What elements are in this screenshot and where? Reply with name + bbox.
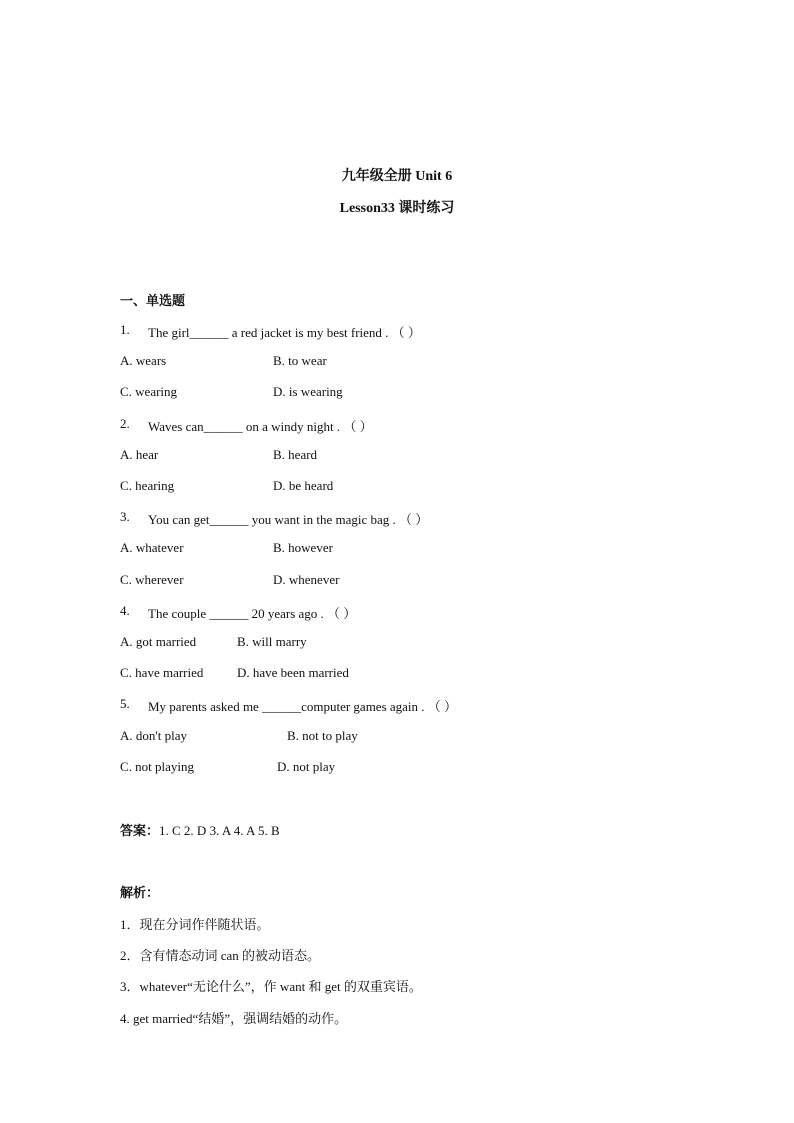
answer-line <box>120 820 280 839</box>
option-d: D. not play <box>277 759 336 774</box>
document-title: 九年级全册 Unit 6 <box>341 169 453 184</box>
section-heading: 一、单选题 <box>120 293 186 308</box>
question-number: 3. <box>120 509 130 524</box>
question-stem: The couple ______ 20 years ago . （ ） <box>148 606 357 621</box>
option-d: D. be heard <box>273 478 334 493</box>
option-b: B. not to play <box>287 728 358 743</box>
question-number: 1. <box>120 322 130 337</box>
option-c: C. have married <box>120 665 204 680</box>
option-b: B. heard <box>273 447 318 462</box>
question-stem: My parents asked me ______computer games again . （ ） <box>148 699 458 714</box>
question-stem: You can get______ you want in the magic bag . （ ） <box>148 512 429 527</box>
option-d: D. whenever <box>273 572 340 587</box>
question-number: 5. <box>120 696 130 711</box>
question-number: 2. <box>120 416 130 431</box>
option-a: A. hear <box>120 447 159 462</box>
question-number: 4. <box>120 603 130 618</box>
analysis-item: 1．现在分词作伴随状语。 <box>120 917 270 932</box>
option-d: D. have been married <box>237 665 349 680</box>
option-a: A. got married <box>120 634 197 649</box>
question-stem: The girl______ a red jacket is my best friend . （ ） <box>148 325 421 340</box>
option-a: A. whatever <box>120 540 184 555</box>
option-c: C. hearing <box>120 478 175 493</box>
question-stem: Waves can______ on a windy night . （ ） <box>148 419 373 434</box>
option-c: C. wherever <box>120 572 184 587</box>
option-d: D. is wearing <box>273 384 343 399</box>
analysis-item: 4. get married“结婚”，强调结婚的动作。 <box>120 1011 348 1026</box>
answer-text: 1. C 2. D 3. A 4. A 5. B <box>159 823 280 838</box>
option-c: C. wearing <box>120 384 178 399</box>
analysis-label: 解析： <box>120 885 160 900</box>
analysis-item: 2．含有情态动词 can 的被动语态。 <box>120 948 321 963</box>
option-b: B. will marry <box>237 634 307 649</box>
option-b: B. to wear <box>273 353 327 368</box>
option-b: B. however <box>273 540 333 555</box>
option-a: A. don't play <box>120 728 187 743</box>
option-c: C. not playing <box>120 759 195 774</box>
document-subtitle: Lesson33 课时练习 <box>339 201 455 216</box>
answer-label: 答案： <box>120 823 160 838</box>
analysis-item: 3．whatever“无论什么”，作 want 和 get 的双重宾语。 <box>120 979 422 994</box>
option-a: A. wears <box>120 353 167 368</box>
